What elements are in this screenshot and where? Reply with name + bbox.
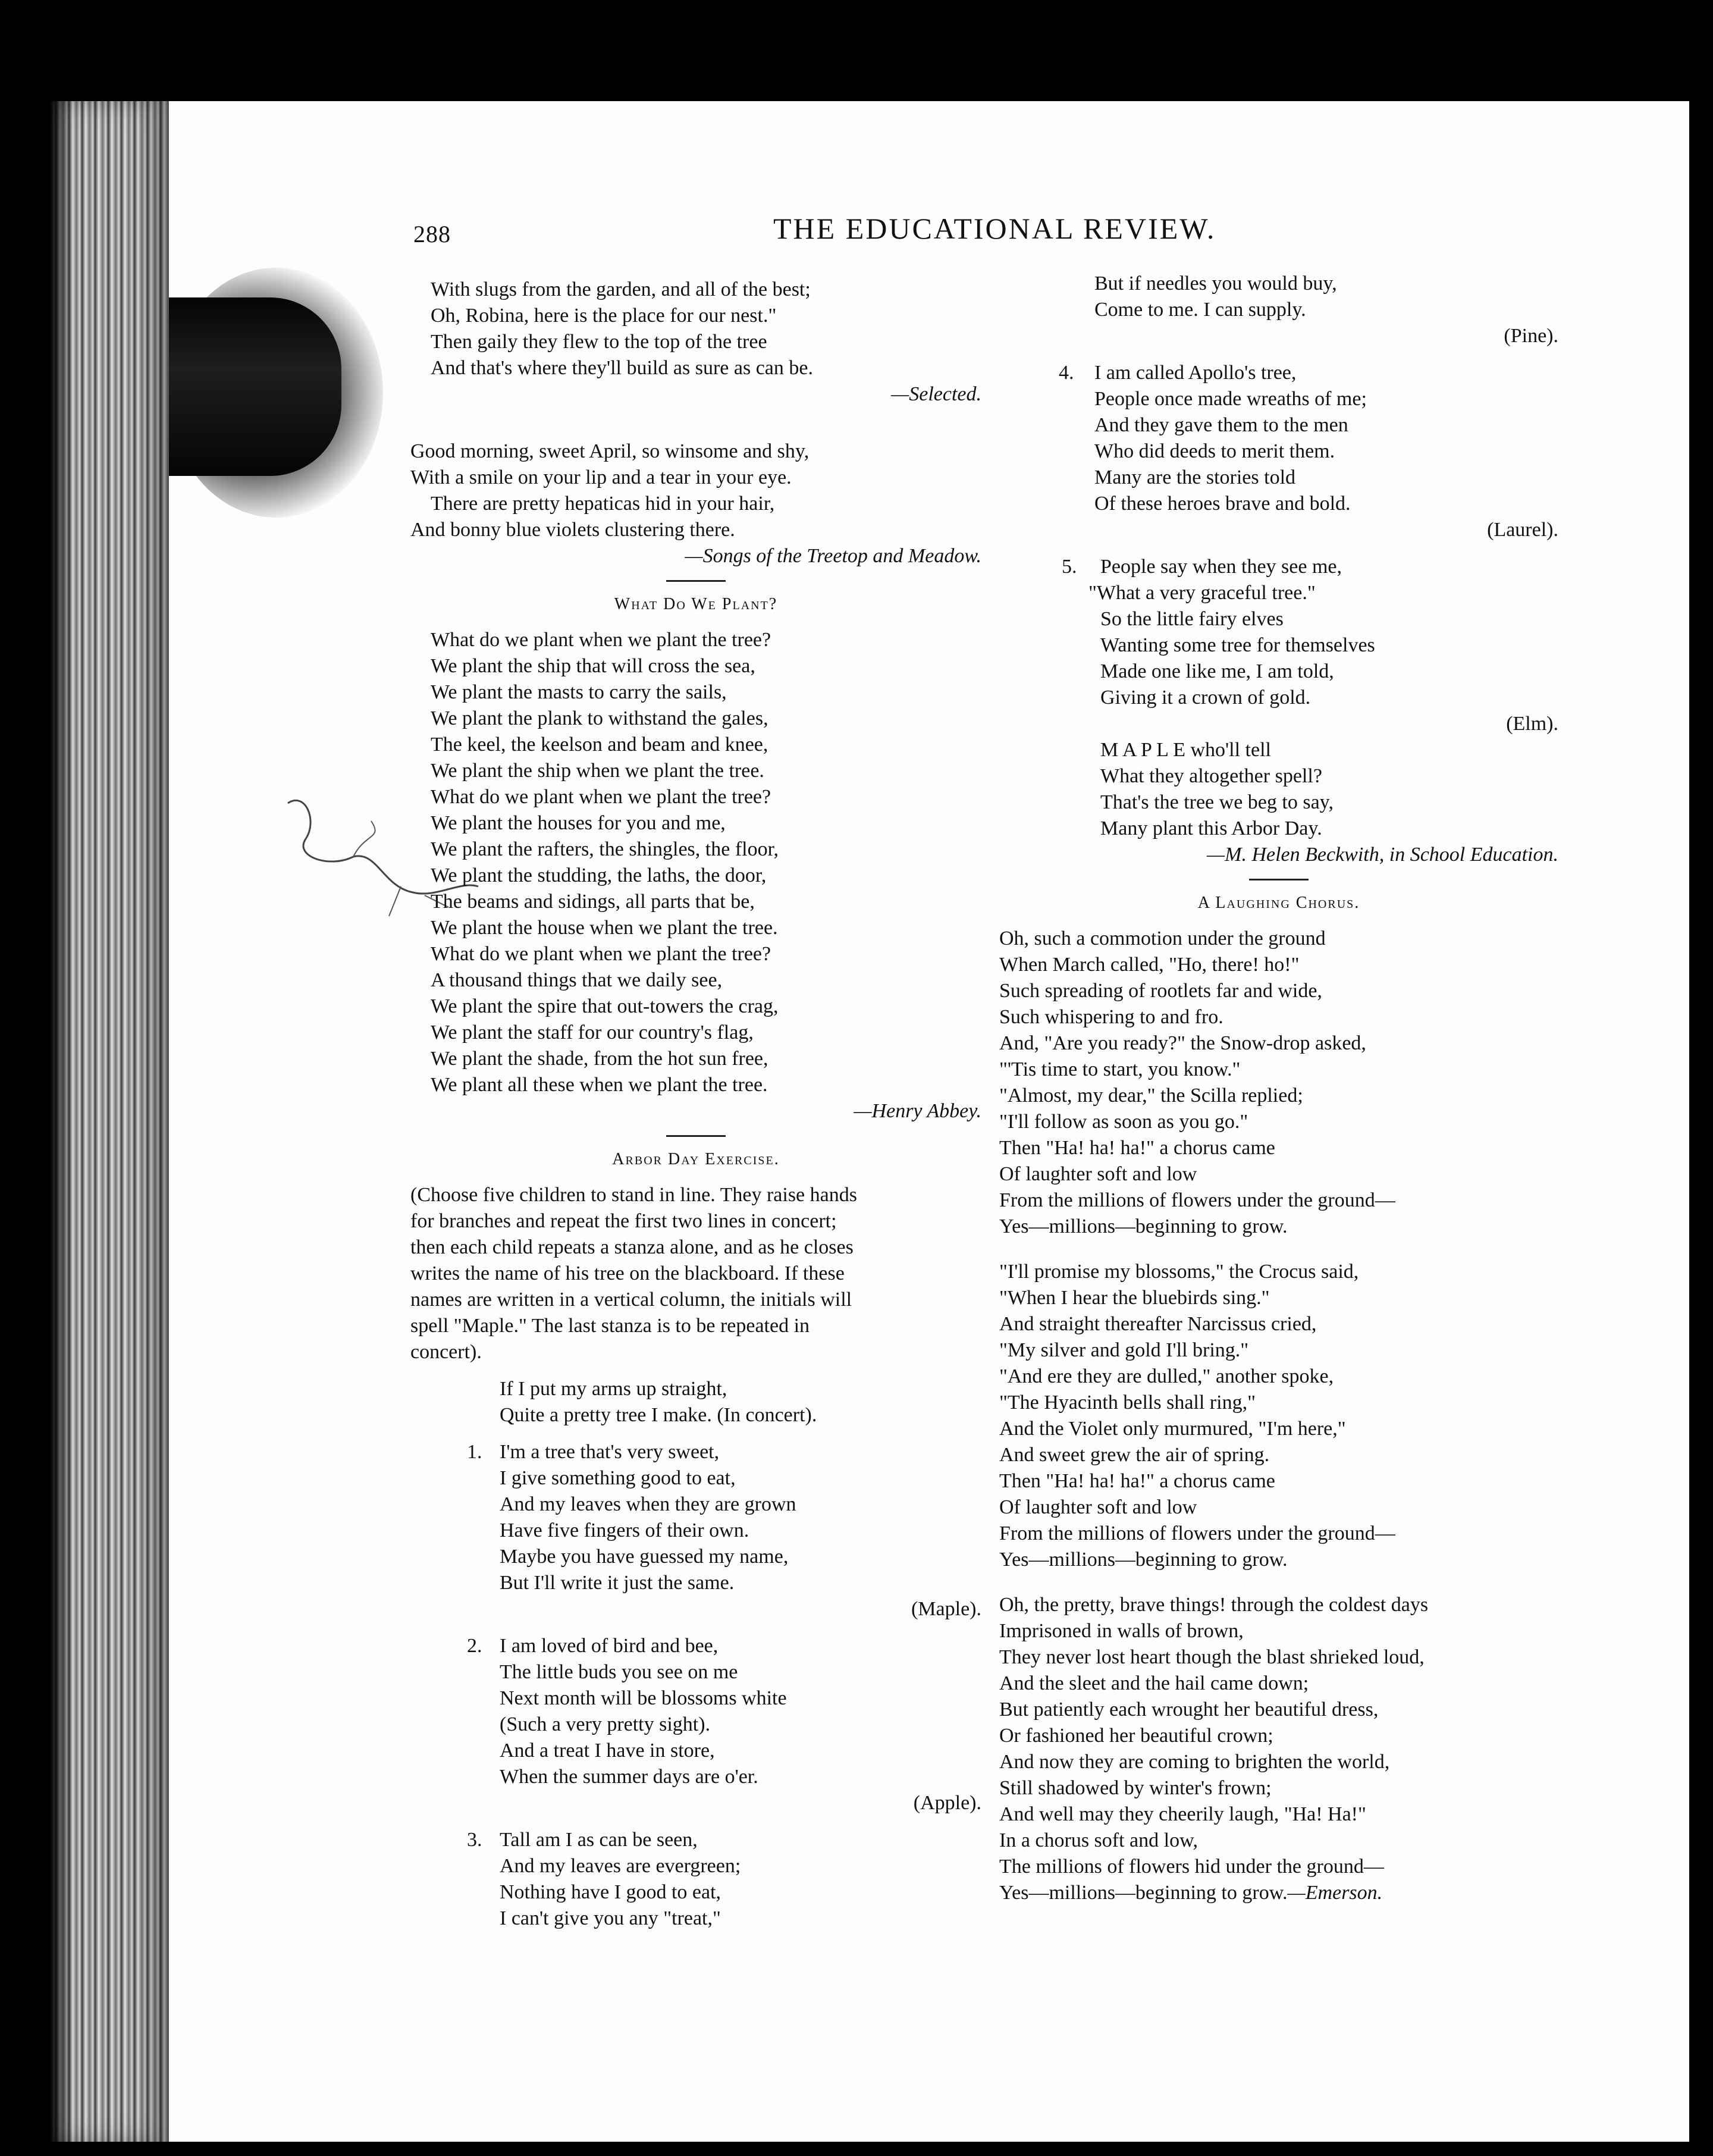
verse-line: When the summer days are o'er.	[500, 1766, 758, 1788]
verse-line: Yes—millions—beginning to grow.	[999, 1549, 1288, 1571]
verse-line: And my leaves are evergreen;	[500, 1855, 741, 1877]
verse-line: Oh, such a commotion under the ground	[999, 927, 1326, 949]
prose-line: (Choose five children to stand in line. They raise hands	[410, 1184, 857, 1206]
right-column	[999, 271, 1558, 1906]
verse-line: But I'll write it just the same.	[500, 1572, 735, 1594]
verse-line: And well may they cheerily laugh, "Ha! Ha!"	[999, 1803, 1366, 1825]
verse-line: Come to me. I can supply.	[1094, 299, 1306, 321]
verse-line: So the little fairy elves	[1100, 608, 1284, 630]
verse-line: I give something good to eat,	[500, 1467, 736, 1489]
verse-line: Then "Ha! ha! ha!" a chorus came	[999, 1137, 1275, 1159]
stanza-number: 5.	[1062, 556, 1077, 578]
verse-line: Then gaily they flew to the top of the tree	[431, 331, 767, 353]
verse-line: Such spreading of rootlets far and wide,	[999, 980, 1322, 1002]
stanza-3	[410, 1827, 981, 1932]
verse-line: Still shadowed by winter's frown;	[999, 1777, 1272, 1799]
tree-answer: (Laurel).	[1487, 519, 1558, 541]
stanza-3-continued	[999, 271, 1558, 349]
prose-line: spell "Maple." The last stanza is to be repeated in	[410, 1315, 810, 1337]
verse-line: We plant the house when we plant the tree.	[431, 917, 778, 939]
stanza-number: 4.	[1059, 362, 1074, 384]
prose-line: writes the name of his tree on the blackboard. If these	[410, 1262, 845, 1284]
laughing-chorus-stanza-2	[999, 1259, 1558, 1573]
stanza-number: 3.	[467, 1829, 482, 1851]
laughing-chorus-stanza-3	[999, 1592, 1558, 1906]
verse-line: And a treat I have in store,	[500, 1740, 715, 1762]
verse-line: The keel, the keelson and beam and knee,	[431, 734, 768, 756]
verse-line: We plant the masts to carry the sails,	[431, 681, 727, 703]
verse-line: (Such a very pretty sight).	[500, 1713, 711, 1735]
stanza-4	[999, 360, 1558, 543]
verse-line: A thousand things that we daily see,	[431, 969, 723, 991]
verse-line: And straight thereafter Narcissus cried,	[999, 1313, 1317, 1335]
verse-line: We plant the rafters, the shingles, the floor,	[431, 838, 779, 860]
stanza-5	[999, 554, 1558, 737]
poem-title: A Laughing Chorus.	[1197, 894, 1360, 912]
verse-line: "Almost, my dear," the Scilla replied;	[999, 1085, 1303, 1107]
verse-line: "When I hear the bluebirds sing."	[999, 1287, 1270, 1309]
verse-line: What do we plant when we plant the tree?	[431, 786, 771, 808]
verse-line: Giving it a crown of gold.	[1100, 687, 1311, 709]
verse-line: We plant the spire that out-towers the crag,	[431, 995, 779, 1017]
verse-line: We plant the staff for our country's flag,	[431, 1021, 754, 1043]
tree-answer: (Pine).	[1504, 325, 1558, 347]
page-edge-shadow	[50, 101, 74, 2142]
verse-line: We plant all these when we plant the tree.	[431, 1074, 768, 1096]
arbor-instructions	[410, 1182, 981, 1365]
prose-line: for branches and repeat the first two lines in concert;	[410, 1210, 837, 1232]
verse-line: And the sleet and the hail came down;	[999, 1672, 1309, 1694]
verse-line: Have five fingers of their own.	[500, 1519, 749, 1541]
verse-line: The little buds you see on me	[500, 1661, 738, 1683]
verse-line: From the millions of flowers under the ground—	[999, 1522, 1395, 1544]
verse-line: Who did deeds to merit them.	[1094, 440, 1335, 462]
verse-line: I'm a tree that's very sweet,	[500, 1441, 720, 1463]
page-number: 288	[413, 221, 451, 247]
verse-line: Nothing have I good to eat,	[500, 1881, 721, 1903]
verse-line: And sweet grew the air of spring.	[999, 1444, 1270, 1466]
robin-poem-ending	[410, 277, 981, 408]
verse-line: In a chorus soft and low,	[999, 1829, 1198, 1851]
stanza-number: 1.	[467, 1441, 482, 1463]
verse-line: With a smile on your lip and a tear in your eye.	[410, 466, 792, 488]
verse-line: And they gave them to the men	[1094, 414, 1348, 436]
verse-line: Yes—millions—beginning to grow.	[999, 1882, 1288, 1904]
verse-line: And bonny blue violets clustering there.	[410, 519, 735, 541]
section-title: Arbor Day Exercise.	[612, 1150, 780, 1168]
verse-line: We plant the ship that will cross the sea,	[431, 655, 755, 677]
verse-line: Good morning, sweet April, so winsome and shy,	[410, 440, 810, 462]
verse-line: Made one like me, I am told,	[1100, 660, 1334, 682]
verse-line: What they altogether spell?	[1100, 765, 1322, 787]
verse-line: From the millions of flowers under the ground—	[999, 1189, 1395, 1211]
attribution: —Henry Abbey.	[854, 1100, 981, 1122]
poem-title: What Do We Plant?	[614, 595, 778, 613]
verse-line: With slugs from the garden, and all of the best;	[431, 278, 811, 300]
tree-answer: (Elm).	[1506, 713, 1558, 735]
verse-line: They never lost heart though the blast shrieked loud,	[999, 1646, 1425, 1668]
verse-line: People once made wreaths of me;	[1094, 388, 1367, 410]
verse-line: Quite a pretty tree I make. (In concert).	[500, 1404, 817, 1426]
attribution: —Emerson.	[1287, 1882, 1383, 1904]
verse-line: Maybe you have guessed my name,	[500, 1546, 789, 1568]
verse-line: What do we plant when we plant the tree?	[431, 943, 771, 965]
verse-line: And that's where they'll build as sure as can be.	[431, 357, 813, 379]
verse-line: "I'll follow as soon as you go."	[999, 1111, 1248, 1133]
verse-line: "I'll promise my blossoms," the Crocus said,	[999, 1261, 1359, 1283]
verse-line: M A P L E who'll tell	[1100, 739, 1271, 761]
verse-line: When March called, "Ho, there! ho!"	[999, 954, 1300, 976]
verse-line: I can't give you any "treat,"	[500, 1907, 721, 1929]
prose-line: then each child repeats a stanza alone, and as he closes	[410, 1236, 854, 1258]
prose-line: concert).	[410, 1341, 482, 1363]
verse-line: If I put my arms up straight,	[500, 1378, 727, 1400]
verse-line: Many plant this Arbor Day.	[1100, 817, 1322, 839]
verse-line: I am called Apollo's tree,	[1094, 362, 1297, 384]
verse-line: Or fashioned her beautiful crown;	[999, 1725, 1273, 1747]
verse-line: And, "Are you ready?" the Snow-drop asked,	[999, 1032, 1366, 1054]
stanza-number: 2.	[467, 1635, 482, 1657]
verse-line: But patiently each wrought her beautiful dress,	[999, 1699, 1379, 1721]
verse-line: "The Hyacinth bells shall ring,"	[999, 1392, 1256, 1414]
verse-line: What do we plant when we plant the tree?	[431, 629, 771, 651]
verse-line: Many are the stories told	[1094, 466, 1296, 488]
attribution: —Selected.	[891, 383, 981, 405]
verse-line: People say when they see me,	[1100, 556, 1342, 578]
verse-line: I am loved of bird and bee,	[500, 1635, 719, 1657]
verse-line: Oh, Robina, here is the place for our nest."	[431, 305, 777, 327]
verse-line: Then "Ha! ha! ha!" a chorus came	[999, 1470, 1275, 1492]
verse-line: There are pretty hepaticas hid in your hair,	[431, 493, 775, 515]
verse-line: "What a very graceful tree."	[1088, 582, 1316, 604]
tree-answer: (Apple).	[913, 1792, 981, 1814]
verse-line: We plant the plank to withstand the gales,	[431, 707, 768, 729]
april-poem	[410, 438, 981, 569]
opening-lines	[410, 1376, 981, 1428]
verse-line: Tall am I as can be seen,	[500, 1829, 698, 1851]
prose-line: names are written in a vertical column, the initials will	[410, 1289, 852, 1311]
verse-line: "My silver and gold I'll bring."	[999, 1339, 1249, 1361]
verse-line: Imprisoned in walls of brown,	[999, 1620, 1244, 1642]
verse-line: We plant the shade, from the hot sun free,	[431, 1048, 768, 1070]
attribution: —M. Helen Beckwith, in School Education.	[1206, 844, 1558, 866]
verse-line: The beams and sidings, all parts that be,	[431, 891, 755, 913]
final-verse-line	[999, 1880, 1558, 1906]
verse-line: We plant the studding, the laths, the door,	[431, 864, 767, 886]
verse-line: Such whispering to and fro.	[999, 1006, 1223, 1028]
verse-line: Next month will be blossoms white	[500, 1687, 787, 1709]
verse-line: Yes—millions—beginning to grow.	[999, 1215, 1288, 1237]
final-stanza	[999, 737, 1558, 868]
attribution: —Songs of the Treetop and Meadow.	[685, 545, 981, 567]
stanza-2	[410, 1633, 981, 1816]
binder-clip	[169, 297, 341, 476]
verse-line: And my leaves when they are grown	[500, 1493, 796, 1515]
what-do-we-plant-poem	[410, 627, 981, 1124]
left-column	[410, 277, 981, 1932]
verse-line: "'Tis time to start, you know."	[999, 1058, 1241, 1080]
stanza-1	[410, 1439, 981, 1622]
verse-line: Wanting some tree for themselves	[1100, 634, 1375, 656]
verse-line: And now they are coming to brighten the world,	[999, 1751, 1390, 1773]
journal-title: THE EDUCATIONAL REVIEW.	[773, 212, 1216, 245]
tree-answer: (Maple).	[911, 1598, 981, 1620]
verse-line: "And ere they are dulled," another spoke,	[999, 1365, 1334, 1387]
verse-line: The millions of flowers hid under the ground—	[999, 1856, 1384, 1878]
verse-line: Oh, the pretty, brave things! through the coldest days	[999, 1594, 1429, 1616]
verse-line: Of laughter soft and low	[999, 1496, 1197, 1518]
verse-line: But if needles you would buy,	[1094, 272, 1337, 294]
verse-line: And the Violet only murmured, "I'm here,"	[999, 1418, 1346, 1440]
verse-line: That's the tree we beg to say,	[1100, 791, 1334, 813]
verse-line: Of laughter soft and low	[999, 1163, 1197, 1185]
verse-line: Of these heroes brave and bold.	[1094, 493, 1351, 515]
verse-line: We plant the ship when we plant the tree.	[431, 760, 764, 782]
laughing-chorus-stanza-1	[999, 926, 1558, 1240]
verse-line: We plant the houses for you and me,	[431, 812, 726, 834]
